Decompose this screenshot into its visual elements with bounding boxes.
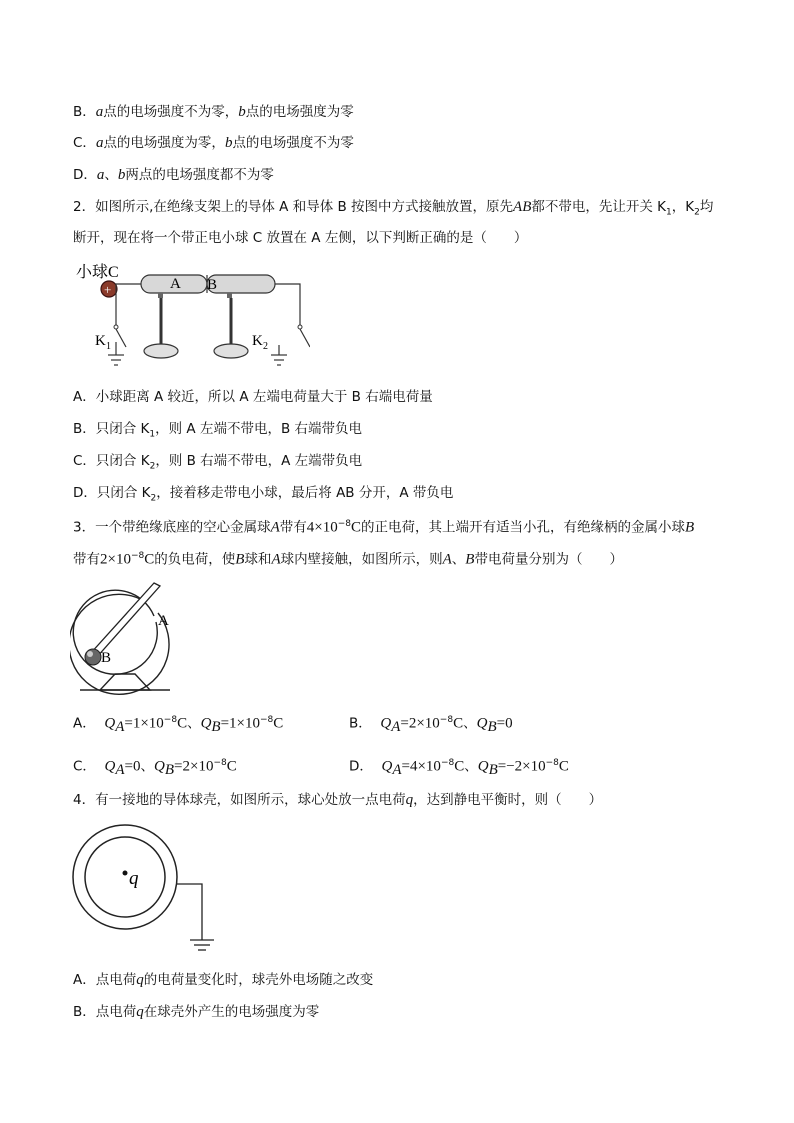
q1-option-b — [73, 102, 354, 122]
q2-stem-line2 — [73, 228, 527, 248]
subscript: B — [487, 719, 497, 736]
option-text: ，则 A 左端不带电，B 右端带负电 — [155, 421, 363, 437]
option-text: B．只闭合 K — [73, 421, 150, 437]
q2-option-a — [73, 387, 433, 407]
value: =2×10 — [174, 758, 214, 775]
stem-text: 、 — [451, 551, 466, 568]
stem-text: ，达到静电平衡时，则（ ） — [413, 792, 603, 808]
separator: 、 — [140, 758, 155, 775]
switch-k2 — [252, 284, 310, 365]
point-a: a — [95, 135, 104, 151]
separator: 、 — [463, 715, 477, 732]
q4-option-a — [73, 970, 373, 990]
option-text: C．只闭合 K — [73, 453, 150, 469]
subscript: A — [392, 762, 402, 779]
plus-sign: + — [104, 282, 112, 297]
stem-text: 的正电荷，其上端开有适当小孔，有绝缘柄的金属小球 — [361, 519, 686, 536]
unit: C — [144, 551, 155, 568]
symbol-q: Q — [104, 715, 116, 732]
exponent: −8 — [440, 758, 455, 768]
unit: C — [273, 715, 284, 732]
stem-text: 4．有一接地的导体球壳，如图所示，球心处放一点电荷 — [73, 792, 406, 808]
value: =0 — [124, 758, 141, 775]
q2-option-d — [73, 483, 453, 509]
stem-text: 球和 — [244, 551, 272, 568]
stem-text: ，K — [671, 199, 695, 215]
q3-option-d — [349, 753, 569, 780]
stem-text: 均 — [699, 199, 714, 215]
stand-b — [214, 293, 248, 358]
option-text: ，接着移走带电小球，最后将 AB 分开，A 带负电 — [156, 485, 454, 501]
charge-value: 4×10 — [306, 519, 338, 536]
subscript: A — [115, 719, 125, 736]
option-label: B． — [349, 715, 372, 732]
value: =2×10 — [400, 715, 440, 732]
symbol-q: Q — [154, 758, 165, 775]
q4-option-b — [73, 1002, 319, 1022]
stem-text: 断开，现在将一个带正电小球 C 放置在 A 左侧，以下判断正确的是（ ） — [73, 230, 528, 246]
option-label: C． — [73, 135, 96, 151]
sphere-a: A — [442, 551, 452, 568]
conductor-ab: AB — [513, 199, 532, 215]
option-text: D．只闭合 K — [73, 485, 151, 501]
hollow-sphere-a — [70, 590, 183, 698]
unit: C — [453, 715, 464, 732]
option-text: 点的电场强度不为零， — [103, 104, 239, 120]
unit: C — [226, 758, 237, 775]
spherical-shell — [73, 825, 177, 929]
ball-c — [101, 281, 117, 297]
label-a: A — [170, 276, 181, 292]
subscript: B — [488, 762, 498, 779]
charge-q: q — [136, 1004, 144, 1020]
charge-q: q — [405, 792, 414, 808]
option-label: B． — [73, 104, 96, 120]
point-b: b — [117, 167, 126, 183]
q3-figure — [70, 578, 190, 698]
symbol-q: Q — [380, 715, 392, 732]
label-b: B — [101, 650, 112, 666]
ball-b — [85, 649, 101, 665]
label-q: q — [129, 868, 139, 889]
point-a: a — [95, 104, 104, 120]
k2-label-sub: 2 — [263, 341, 268, 352]
symbol-q: Q — [104, 758, 116, 775]
stem-text: 的负电荷，使 — [154, 551, 236, 568]
q4-stem — [73, 790, 602, 810]
q1-option-c — [73, 133, 354, 153]
q1-option-d — [73, 165, 274, 185]
option-text: A．小球距离 A 较近，所以 A 左端电荷量大于 B 右端电荷量 — [73, 389, 433, 405]
k1-label: K — [95, 333, 106, 349]
exponent: −8 — [163, 715, 178, 725]
point-b: b — [224, 135, 233, 151]
option-text: A．点电荷 — [73, 972, 137, 988]
option-text: 在球壳外产生的电场强度为零 — [143, 1004, 320, 1020]
unit: C — [177, 715, 188, 732]
separator: 、 — [187, 715, 201, 732]
charge-value: 2×10 — [100, 551, 131, 568]
point-a: a — [96, 167, 105, 183]
subscript: A — [391, 719, 401, 736]
q3-stem-line2 — [73, 546, 623, 570]
option-text: 点的电场强度为零 — [245, 104, 354, 120]
ground-wire — [177, 884, 214, 950]
subscript: B — [164, 762, 175, 779]
exponent: −8 — [545, 758, 559, 768]
stem-text: 带有 — [73, 551, 100, 568]
symbol-q: Q — [381, 758, 393, 775]
stem-text: 带有 — [279, 519, 307, 536]
option-text: ，则 B 右端不带电，A 左端带负电 — [155, 453, 363, 469]
option-label: A． — [73, 715, 96, 732]
q3-option-a — [73, 710, 283, 737]
value: =0 — [496, 715, 513, 732]
unit: C — [454, 758, 465, 775]
separator: 、 — [464, 758, 478, 775]
q4-figure — [70, 822, 220, 962]
k1-subscript: 1 — [666, 207, 672, 218]
stem-text: 带电荷量分别为（ ） — [474, 551, 623, 568]
ball-b: B — [685, 519, 695, 536]
k1-label-sub: 1 — [106, 341, 111, 352]
option-text: 的电荷量变化时，球壳外电场随之改变 — [143, 972, 374, 988]
point-charge-dot — [123, 871, 128, 876]
k2-subscript: 2 — [694, 207, 700, 218]
option-text: 两点的电场强度都不为零 — [125, 167, 274, 183]
stem-text: 3．一个带绝缘底座的空心金属球 — [73, 519, 271, 536]
exponent: −8 — [213, 758, 227, 768]
unit: C — [558, 758, 569, 775]
q2-stem-line1 — [73, 197, 713, 223]
option-text: 点的电场强度为零， — [103, 135, 225, 151]
value: =1×10 — [124, 715, 164, 732]
q3-option-b — [349, 710, 513, 737]
symbol-q: Q — [476, 715, 488, 732]
subscript: 1 — [149, 429, 156, 440]
subscript: B — [211, 719, 221, 736]
subscript: 2 — [149, 461, 156, 472]
ball-c-label: 小球C — [76, 264, 119, 281]
subscript: 2 — [150, 493, 157, 504]
conductors-ab — [141, 275, 275, 293]
q2-option-c — [73, 451, 362, 477]
charge-q: q — [136, 972, 144, 988]
stem-text: 球内壁接触，如图所示，则 — [280, 551, 443, 568]
q2-option-b — [73, 419, 362, 445]
q3-option-c — [73, 753, 237, 780]
option-label: C． — [73, 758, 96, 775]
symbol-q: Q — [200, 715, 212, 732]
value: =−2×10 — [497, 758, 546, 775]
option-label: D． — [73, 167, 97, 183]
exponent: −8 — [337, 519, 352, 529]
q2-figure — [70, 255, 310, 375]
point-b: b — [238, 104, 246, 120]
switch-k1 — [95, 284, 141, 365]
k2-label: K — [252, 333, 263, 349]
exponent: −8 — [439, 715, 454, 725]
label-a: A — [158, 613, 169, 629]
q3-stem-line1 — [73, 514, 694, 538]
ball-b: B — [465, 551, 475, 568]
sphere-a: A — [270, 519, 280, 536]
unit: C — [351, 519, 362, 536]
sphere-a: A — [271, 551, 281, 568]
ball-b: B — [235, 551, 245, 568]
subscript: A — [115, 762, 125, 779]
symbol-q: Q — [477, 758, 489, 775]
stem-text: 2．如图所示,在绝缘支架上的导体 A 和导体 B 按图中方式接触放置，原先 — [73, 199, 514, 215]
separator: 、 — [104, 167, 118, 183]
option-text: 点的电场强度不为零 — [232, 135, 354, 151]
exponent: −8 — [130, 551, 145, 561]
stand-a — [144, 293, 178, 358]
option-text: B．点电荷 — [73, 1004, 137, 1020]
value: =4×10 — [401, 758, 441, 775]
label-b: B — [207, 277, 218, 293]
option-label: D． — [349, 758, 373, 775]
value: =1×10 — [220, 715, 261, 732]
exponent: −8 — [260, 715, 274, 725]
stem-text: 都不带电，先让开关 K — [531, 199, 667, 215]
